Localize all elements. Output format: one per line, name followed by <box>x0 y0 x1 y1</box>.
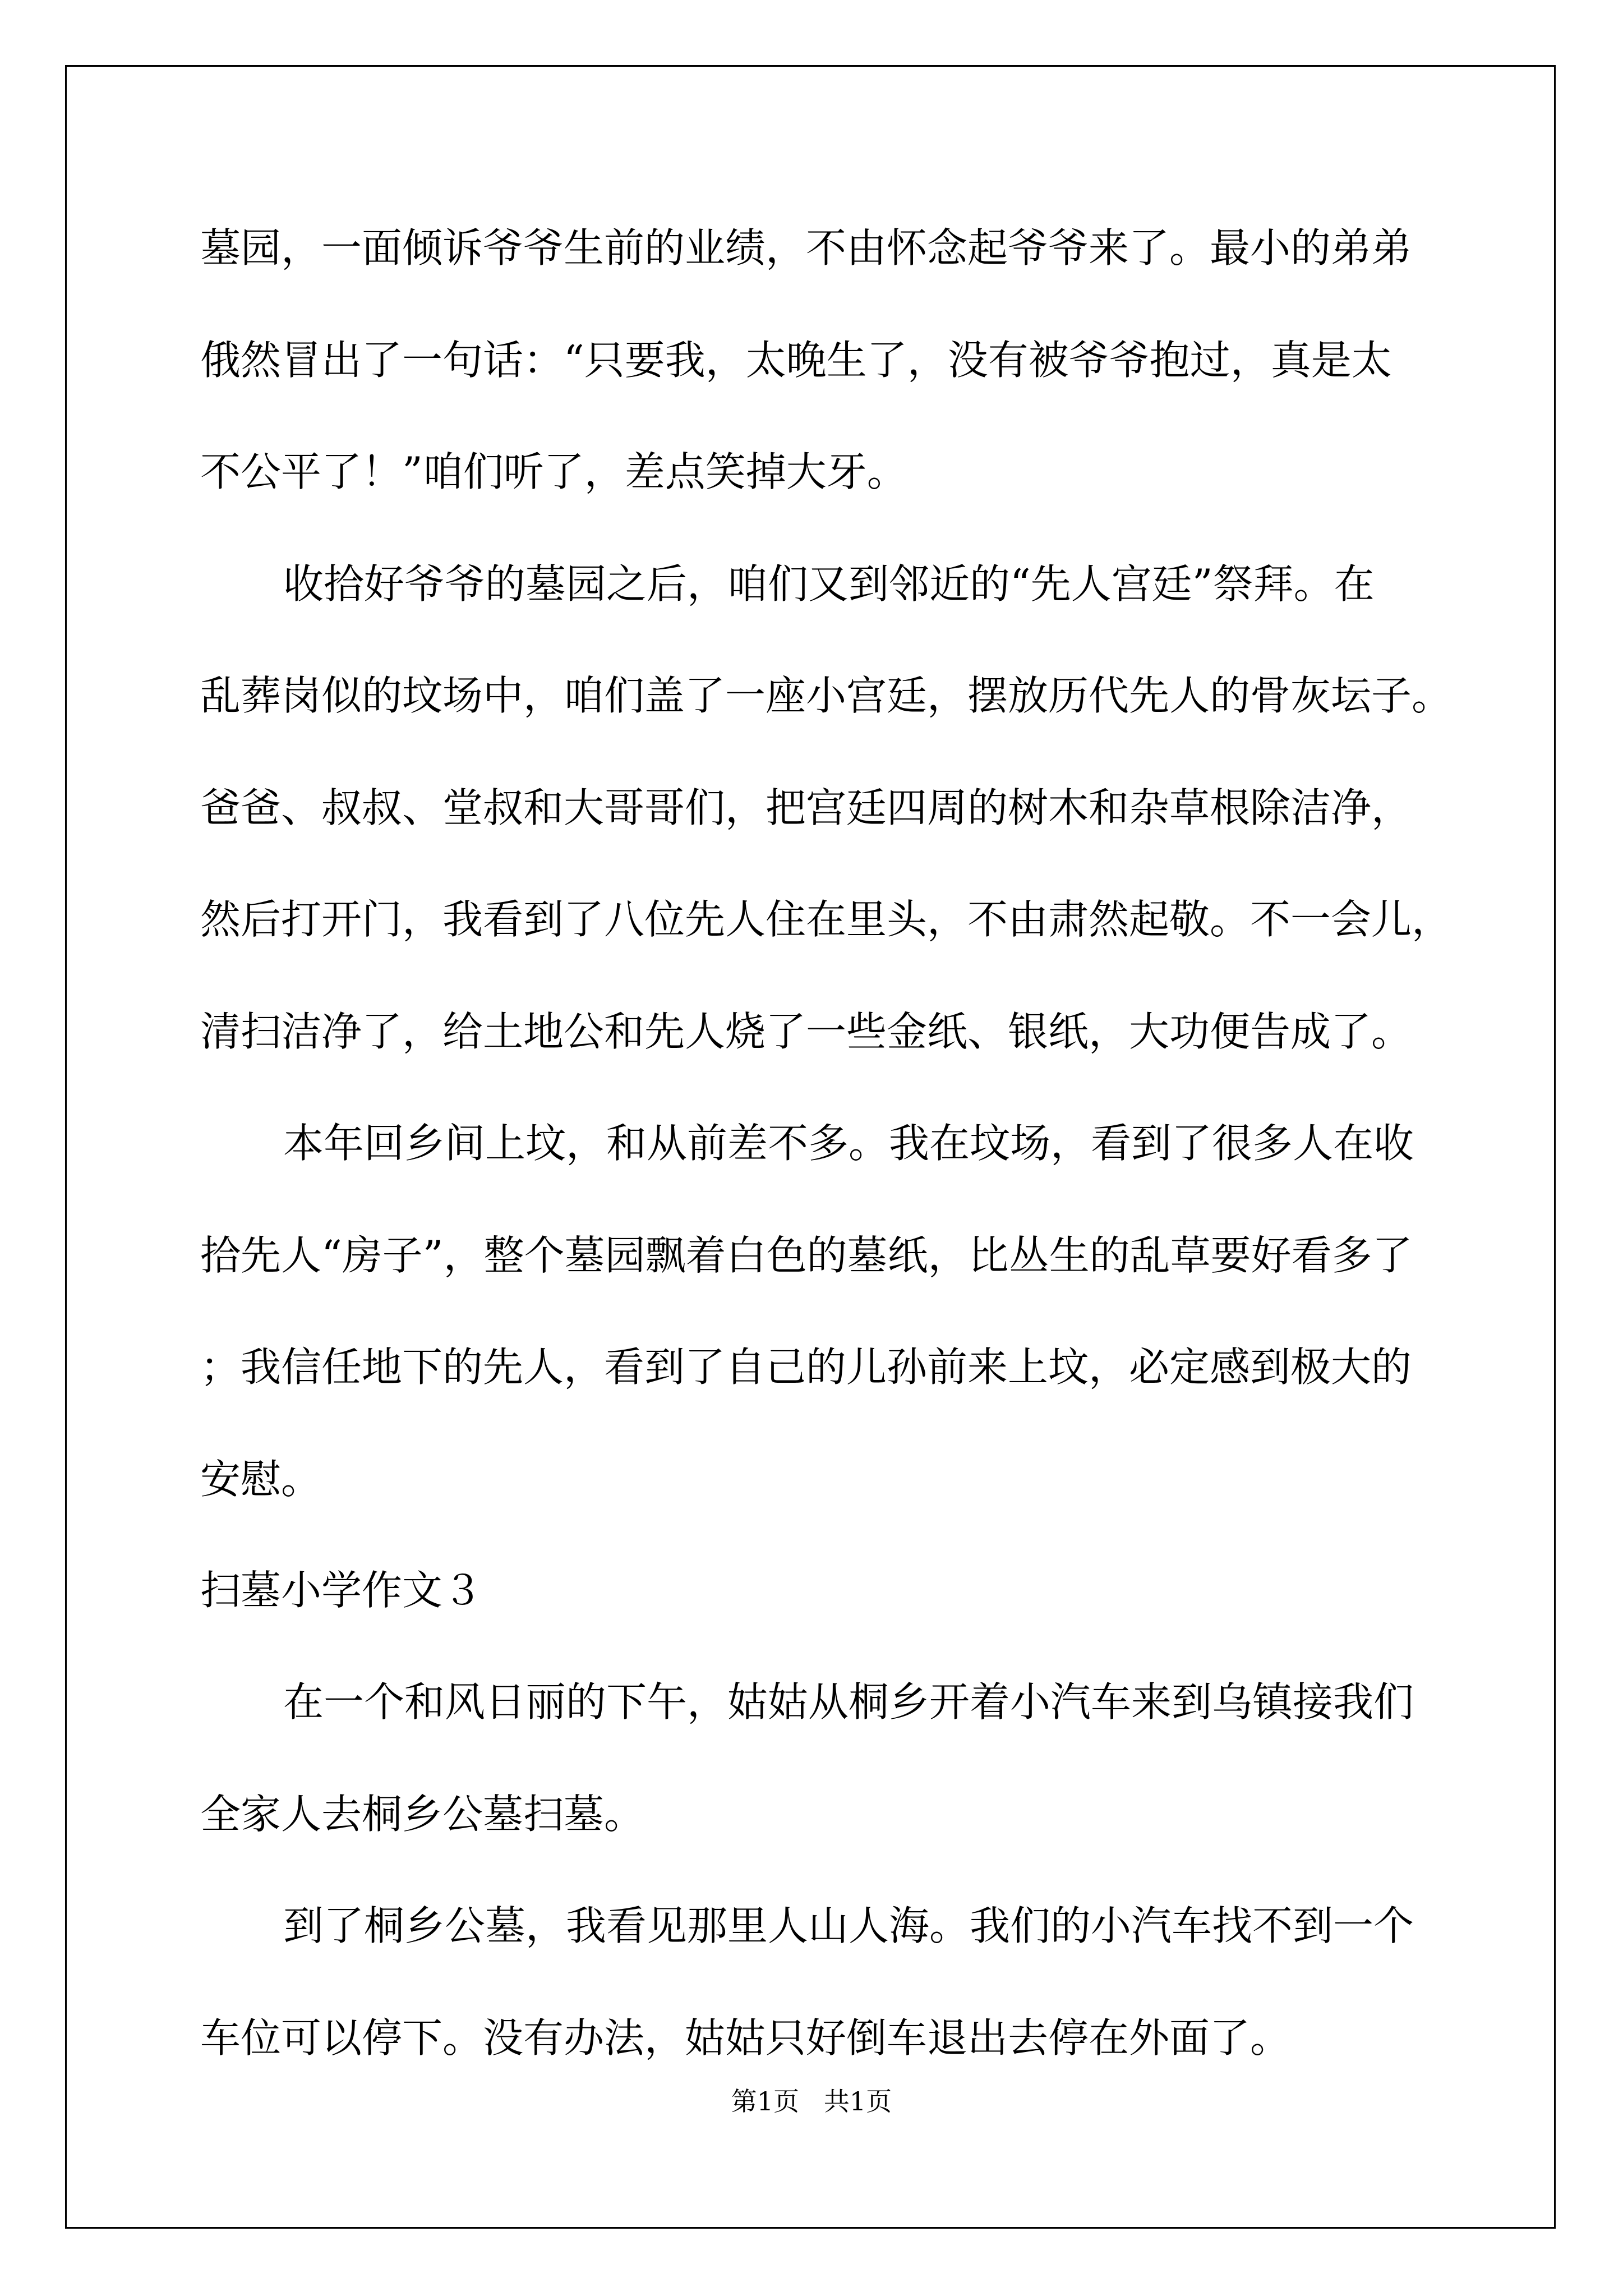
paragraph-line: 在一个和风日丽的下午，姑姑从桐乡开着小汽车来到乌镇接我们 <box>283 1678 1414 1726</box>
paragraph-line: 收拾好爷爷的墓园之后，咱们又到邻近的“先人宫廷”祭拜。在 <box>283 560 1375 608</box>
paragraph-line: ；我信任地下的先人，看到了自己的儿孙前来上坟，必定感到极大的 <box>200 1343 1412 1391</box>
paragraph-line: 安慰。 <box>200 1456 322 1503</box>
page-footer: 第1页 共1页 <box>731 2086 892 2116</box>
paragraph-line: 爸爸、叔叔、堂叔和大哥哥们，把宫廷四周的树木和杂草根除洁净， <box>200 784 1412 831</box>
paragraph-line: 全家人去桐乡公墓扫墓。 <box>200 1791 645 1838</box>
paragraph-line: 到了桐乡公墓，我看见那里人山人海。我们的小汽车找不到一个 <box>283 1902 1414 1949</box>
paragraph-line: 墓园，一面倾诉爷爷生前的业绩，不由怀念起爷爷来了。最小的弟弟 <box>200 224 1412 272</box>
paragraph-line: 俄然冒出了一句话：“只要我，太晚生了，没有被爷爷抱过，真是太 <box>200 337 1392 384</box>
paragraph-line: 本年回乡间上坟，和从前差不多。我在坟场，看到了很多人在收 <box>283 1120 1414 1167</box>
paragraph-line: 清扫洁净了，给土地公和先人烧了一些金纸、银纸，大功便告成了。 <box>200 1008 1412 1055</box>
paragraph-line: 不公平了！”咱们听了，差点笑掉大牙。 <box>200 448 907 495</box>
paragraph-line: 乱葬岗似的坟场中，咱们盖了一座小宫廷，摆放历代先人的骨灰坛子。 <box>200 672 1453 719</box>
section-heading: 扫墓小学作文３ <box>200 1567 483 1614</box>
paragraph-line: 然后打开门，我看到了八位先人住在里头，不由肃然起敬。不一会儿， <box>200 896 1453 943</box>
paragraph-line: 车位可以停下。没有办法，姑姑只好倒车退出去停在外面了。 <box>200 2014 1291 2062</box>
paragraph-line: 拾先人“房子”，整个墓园飘着白色的墓纸，比丛生的乱草要好看多了 <box>200 1232 1413 1279</box>
